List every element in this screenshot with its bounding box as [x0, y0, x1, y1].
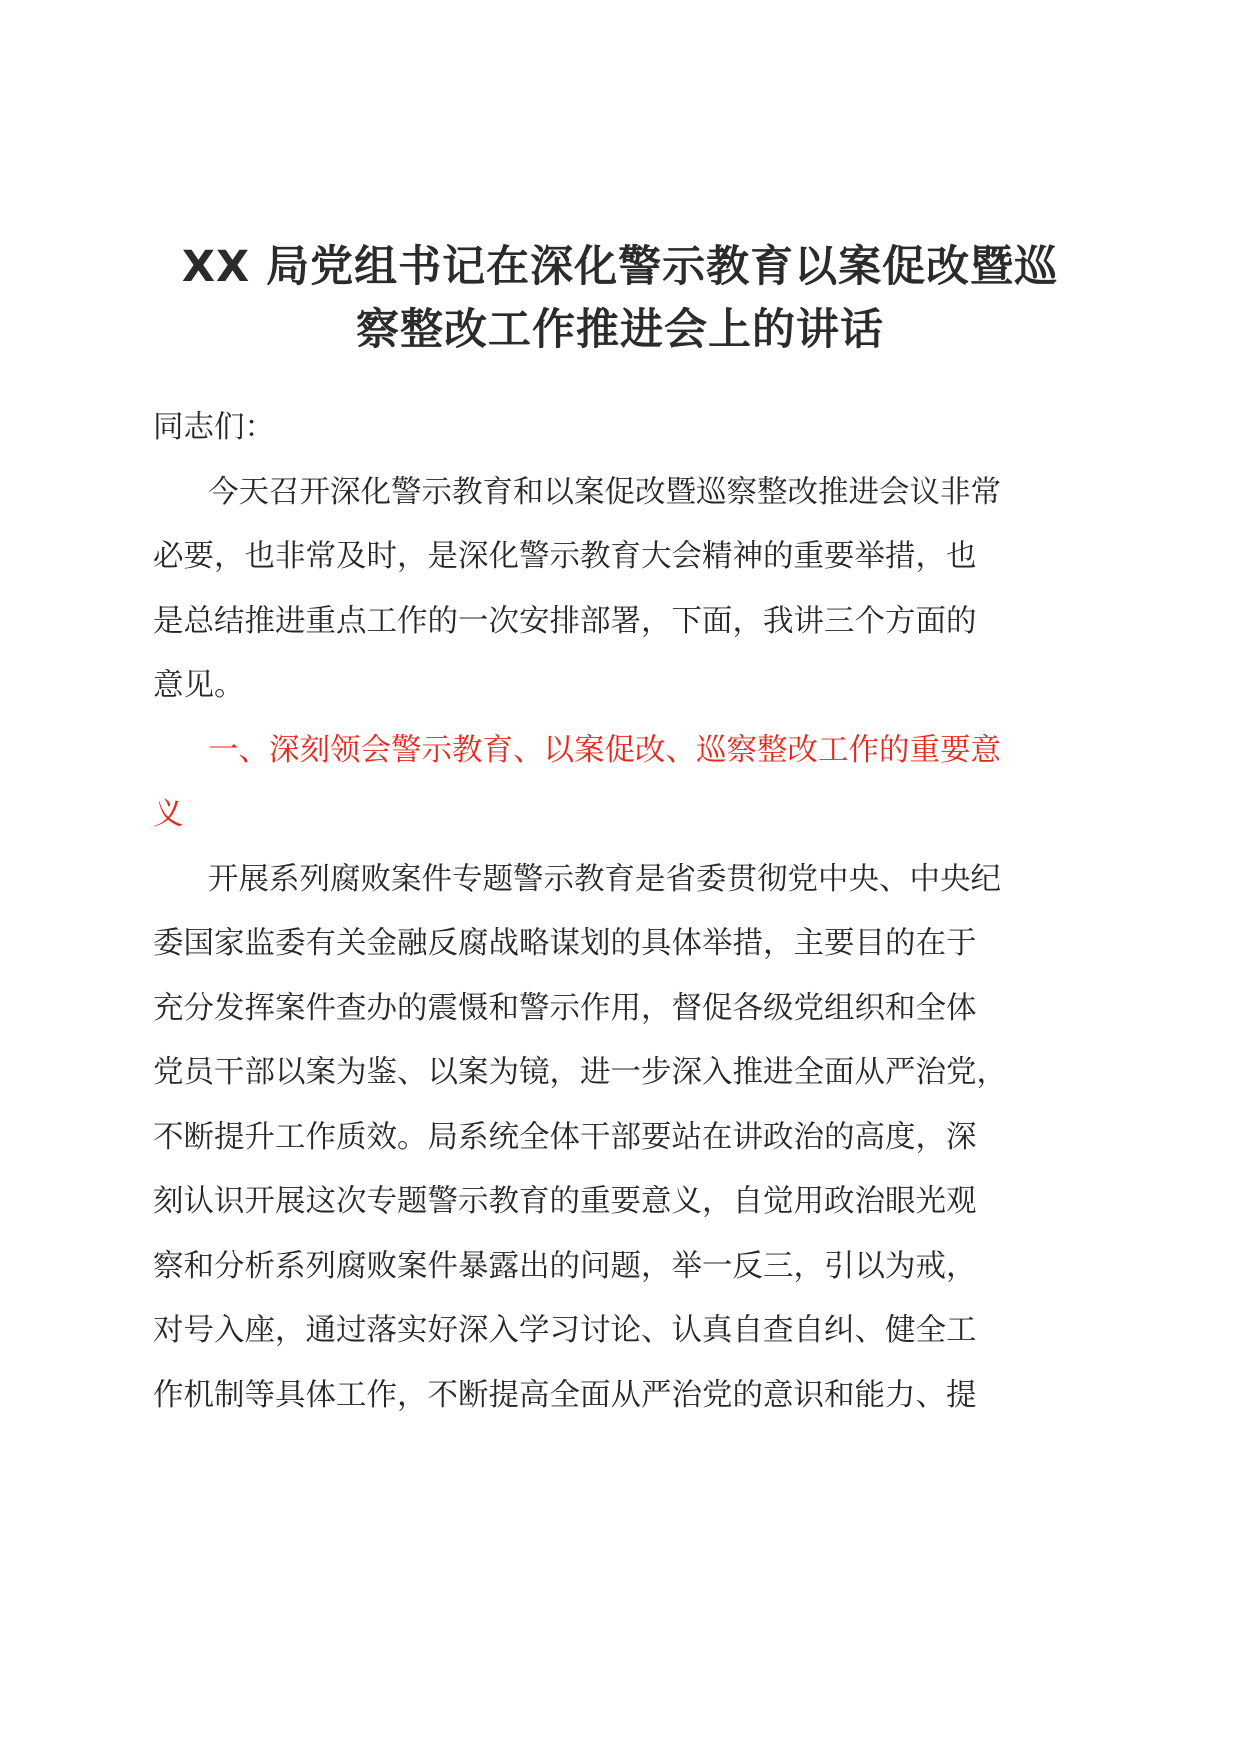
paragraph-line: 开展系列腐败案件专题警示教育是省委贯彻党中央、中央纪 — [208, 861, 1001, 897]
paragraph-intro — [153, 461, 1093, 719]
title-line-2: 察整改工作推进会上的讲话 — [356, 305, 884, 355]
paragraph-line: 对号入座，通过落实好深入学习讨论、认真自查自纠、健全工 — [153, 1313, 977, 1348]
section-heading-1 — [153, 719, 1093, 848]
paragraph-line: 必要，也非常及时，是深化警示教育大会精神的重要举措，也 — [153, 539, 977, 574]
paragraph-line: 充分发挥案件查办的震慑和警示作用，督促各级党组织和全体 — [153, 990, 977, 1026]
paragraph-line: 是总结推进重点工作的一次安排部署，下面，我讲三个方面的 — [153, 603, 977, 639]
paragraph-line: 不断提升工作质效。局系统全体干部要站在讲政治的高度，深 — [153, 1119, 977, 1155]
paragraph-line: 刻认识开展这次专题警示教育的重要意义，自觉用政治眼光观 — [153, 1184, 977, 1219]
paragraph-line: 意见。 — [153, 668, 245, 703]
paragraph-line: 作机制等具体工作，不断提高全面从严治党的意识和能力、提 — [153, 1377, 977, 1413]
paragraph-line: 今天召开深化警示教育和以案促改暨巡察整改推进会议非常 — [208, 474, 1001, 510]
paragraph-line: 党员干部以案为鉴、以案为镜，进一步深入推进全面从严治党， — [153, 1055, 1007, 1090]
document-title — [150, 236, 1090, 362]
greeting: 同志们： — [153, 410, 275, 445]
paragraph-section-1 — [153, 848, 1093, 1429]
heading-line: 义 — [153, 797, 184, 832]
paragraph-line: 察和分析系列腐败案件暴露出的问题，举一反三，引以为戒， — [153, 1248, 977, 1284]
title-line-1: XX 局党组书记在深化警示教育以案促改暨巡 — [181, 242, 1059, 292]
paragraph-line: 委国家监委有关金融反腐战略谋划的具体举措，主要目的在于 — [153, 926, 977, 961]
heading-line: 一、深刻领会警示教育、以案促改、巡察整改工作的重要意 — [208, 732, 1001, 768]
document-body — [153, 396, 1093, 1428]
